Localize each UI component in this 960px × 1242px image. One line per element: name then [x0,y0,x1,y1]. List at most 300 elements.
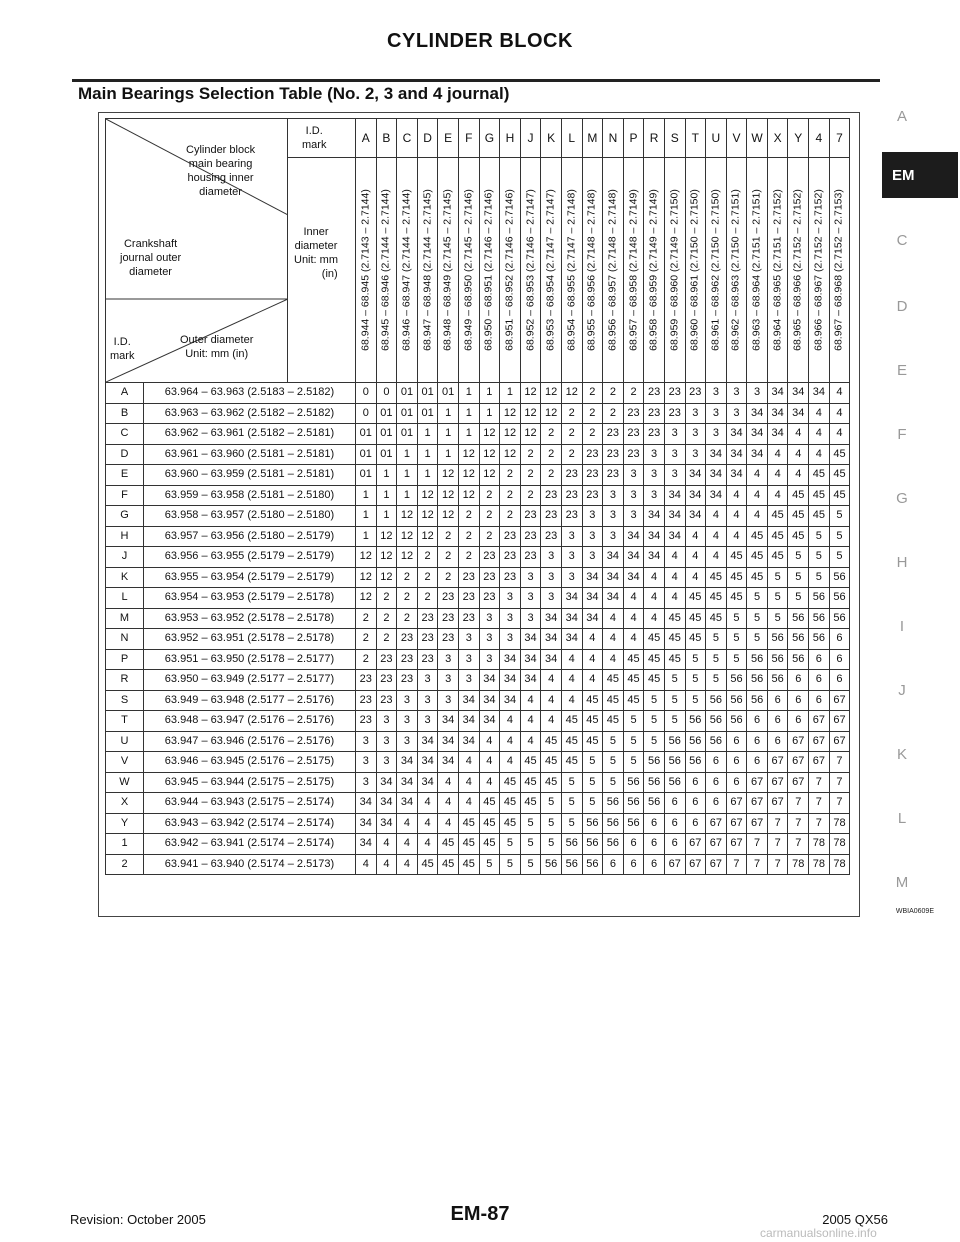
column-mark: R [644,119,664,158]
grade-cell: 23 [438,608,459,629]
grade-cell: 12 [479,424,500,445]
column-header-f [458,119,479,383]
grade-cell: 67 [747,813,768,834]
column-inner-diameter-range: 68.950 – 68.951 (2.7146 – 2.7146) [482,188,495,351]
table-row [106,403,850,424]
grade-cell: 5 [561,772,582,793]
row-outer-diameter-range: 63.943 – 63.942 (2.5174 – 2.5174) [144,813,356,834]
grade-cell: 67 [685,854,706,875]
grade-cell: 23 [541,506,562,527]
column-header-l [561,119,582,383]
grade-cell: 34 [438,711,459,732]
row-outer-diameter-range: 63.961 – 63.960 (2.5181 – 2.5181) [144,444,356,465]
row-outer-diameter-range: 63.964 – 63.963 (2.5183 – 2.5182) [144,383,356,404]
grade-cell: 3 [520,567,541,588]
grade-cell: 78 [829,854,850,875]
row-mark: U [106,731,144,752]
grade-cell: 45 [623,649,644,670]
grade-cell: 3 [520,588,541,609]
grade-cell: 4 [397,813,418,834]
grade-cell: 34 [520,629,541,650]
grade-cell: 6 [788,670,809,691]
grade-cell: 5 [644,731,665,752]
grade-cell: 45 [520,772,541,793]
grade-cell: 4 [685,547,706,568]
grade-cell: 23 [458,588,479,609]
grade-cell: 45 [561,731,582,752]
grade-cell: 34 [582,608,603,629]
col-id-mark-label: I.D. mark [302,125,327,151]
grade-cell: 6 [644,813,665,834]
column-mark: N [603,119,623,158]
grade-cell: 5 [747,588,768,609]
row-outer-diameter-range: 63.947 – 63.946 (2.5176 – 2.5176) [144,731,356,752]
grade-cell: 45 [479,834,500,855]
grade-cell: 2 [397,588,418,609]
grade-cell: 67 [685,834,706,855]
grade-cell: 34 [520,670,541,691]
table-row [106,793,850,814]
grade-cell: 45 [644,670,665,691]
grade-cell: 7 [767,834,788,855]
grade-cell: 3 [664,444,685,465]
grade-cell: 3 [664,424,685,445]
grade-cell: 34 [685,465,706,486]
grade-cell: 34 [644,506,665,527]
grade-cell: 56 [809,629,830,650]
grade-cell: 6 [706,772,727,793]
grade-cell: 5 [829,547,850,568]
grade-cell: 23 [623,444,644,465]
grade-cell: 45 [685,629,706,650]
grade-cell: 12 [520,383,541,404]
grade-cell: 34 [706,465,727,486]
table-row [106,485,850,506]
grade-cell: 3 [417,670,438,691]
grade-cell: 4 [479,752,500,773]
grade-cell: 01 [376,444,397,465]
grade-cell: 5 [829,506,850,527]
row-mark: L [106,588,144,609]
grade-cell: 1 [356,526,377,547]
column-header-j [520,119,541,383]
row-outer-diameter-range: 63.948 – 63.947 (2.5176 – 2.5176) [144,711,356,732]
grade-cell: 1 [438,444,459,465]
grade-cell: 3 [623,485,644,506]
page-header-title: CYLINDER BLOCK [387,30,573,52]
grade-cell: 34 [458,690,479,711]
grade-cell: 6 [747,711,768,732]
grade-cell: 45 [603,670,624,691]
side-index-active-tab: EM [882,152,958,198]
grade-cell: 34 [747,403,768,424]
grade-cell: 3 [520,608,541,629]
grade-cell: 4 [623,629,644,650]
grade-cell: 4 [809,424,830,445]
grade-cell: 34 [417,752,438,773]
grade-cell: 6 [767,690,788,711]
grade-cell: 23 [685,383,706,404]
grade-cell: 5 [664,711,685,732]
grade-cell: 23 [603,424,624,445]
grade-cell: 4 [788,465,809,486]
side-index-letter-g: G [896,490,908,507]
grade-cell: 3 [500,588,521,609]
grade-cell: 23 [520,547,541,568]
column-mark: H [500,119,520,158]
grade-cell: 34 [747,444,768,465]
grade-cell: 4 [747,485,768,506]
grade-cell: 4 [541,690,562,711]
grade-cell: 2 [417,567,438,588]
grade-cell: 5 [582,793,603,814]
grade-cell: 4 [520,690,541,711]
grade-cell: 2 [479,526,500,547]
grade-cell: 45 [726,567,747,588]
grade-cell: 5 [767,567,788,588]
grade-cell: 23 [458,567,479,588]
grade-cell: 12 [376,567,397,588]
corner-cell [106,119,288,383]
grade-cell: 6 [685,772,706,793]
grade-cell: 45 [809,506,830,527]
grade-cell: 12 [397,547,418,568]
grade-cell: 12 [356,588,377,609]
side-index-letter-h: H [896,554,908,571]
grade-cell: 34 [541,649,562,670]
grade-cell: 1 [438,424,459,445]
grade-cell: 3 [706,424,727,445]
grade-cell: 3 [685,444,706,465]
row-mark: Y [106,813,144,834]
grade-cell: 67 [747,793,768,814]
grade-cell: 67 [706,813,727,834]
grade-cell: 34 [726,424,747,445]
grade-cell: 4 [582,649,603,670]
grade-cell: 4 [438,813,459,834]
grade-cell: 1 [417,465,438,486]
grade-cell: 2 [582,403,603,424]
grade-cell: 56 [664,752,685,773]
grade-cell: 4 [788,444,809,465]
column-header-t [685,119,706,383]
column-header-e [438,119,459,383]
grade-cell: 6 [829,629,850,650]
grade-cell: 34 [767,424,788,445]
grade-cell: 5 [541,813,562,834]
grade-cell: 2 [561,403,582,424]
grade-cell: 45 [726,547,747,568]
grade-cell: 4 [767,465,788,486]
row-outer-diameter-range: 63.944 – 63.943 (2.5175 – 2.5174) [144,793,356,814]
row-mark: W [106,772,144,793]
grade-cell: 5 [685,690,706,711]
row-mark: N [106,629,144,650]
grade-cell: 2 [582,383,603,404]
grade-cell: 2 [397,567,418,588]
grade-cell: 5 [623,711,644,732]
grade-cell: 5 [685,649,706,670]
grade-cell: 5 [664,690,685,711]
grade-cell: 3 [541,567,562,588]
figure-id: WBIA0609E [895,908,934,915]
grade-cell: 4 [417,834,438,855]
grade-cell: 4 [726,485,747,506]
grade-cell: 5 [520,813,541,834]
side-index-letter-l: L [897,810,907,827]
grade-cell: 56 [726,670,747,691]
grade-cell: 23 [438,588,459,609]
grade-cell: 6 [664,813,685,834]
row-outer-diameter-range: 63.959 – 63.958 (2.5181 – 2.5180) [144,485,356,506]
table-row [106,670,850,691]
grade-cell: 5 [561,793,582,814]
column-inner-diameter-range: 68.966 – 68.967 (2.7152 – 2.7152) [812,188,825,351]
grade-cell: 45 [500,793,521,814]
grade-cell: 2 [561,424,582,445]
grade-cell: 3 [438,649,459,670]
grade-cell: 3 [479,608,500,629]
grade-cell: 56 [603,834,624,855]
column-header-n [603,119,624,383]
column-inner-diameter-range: 68.948 – 68.949 (2.7145 – 2.7145) [441,188,454,351]
column-inner-diameter-range: 68.959 – 68.960 (2.7149 – 2.7150) [667,188,680,351]
grade-cell: 4 [582,629,603,650]
grade-cell: 1 [397,485,418,506]
grade-cell: 3 [706,383,727,404]
grade-cell: 4 [706,506,727,527]
grade-cell: 5 [706,649,727,670]
grade-cell: 12 [397,506,418,527]
grade-cell: 4 [541,670,562,691]
grade-cell: 4 [582,670,603,691]
grade-cell: 23 [664,383,685,404]
column-header-b [376,119,397,383]
grade-cell: 45 [706,588,727,609]
grade-cell: 23 [417,649,438,670]
grade-cell: 67 [767,752,788,773]
grade-cell: 34 [397,793,418,814]
column-inner-diameter-range: 68.946 – 68.947 (2.7144 – 2.7144) [400,188,413,351]
grade-cell: 45 [438,834,459,855]
grade-cell: 12 [479,444,500,465]
column-mark: Y [788,119,808,158]
grade-cell: 67 [767,793,788,814]
grade-cell: 2 [479,485,500,506]
column-mark: P [624,119,644,158]
grade-cell: 3 [479,629,500,650]
table-row [106,424,850,445]
grade-cell: 1 [458,424,479,445]
grade-cell: 34 [500,649,521,670]
footer-revision: Revision: October 2005 [70,1212,206,1227]
grade-cell: 45 [458,813,479,834]
grade-cell: 7 [809,813,830,834]
grade-cell: 4 [623,608,644,629]
grade-cell: 45 [479,813,500,834]
grade-cell: 3 [417,690,438,711]
grade-cell: 45 [664,649,685,670]
grade-cell: 3 [623,465,644,486]
grade-cell: 56 [561,834,582,855]
column-header-s [664,119,685,383]
grade-cell: 45 [664,629,685,650]
grade-cell: 01 [376,424,397,445]
grade-cell: 34 [685,485,706,506]
grade-cell: 34 [356,813,377,834]
row-outer-diameter-range: 63.942 – 63.941 (2.5174 – 2.5174) [144,834,356,855]
grade-cell: 67 [726,793,747,814]
grade-cell: 34 [582,588,603,609]
grade-cell: 34 [767,403,788,424]
grade-cell: 2 [500,465,521,486]
column-inner-diameter-range: 68.962 – 68.963 (2.7150 – 2.7151) [729,188,742,351]
grade-cell: 45 [500,813,521,834]
column-mark: V [727,119,747,158]
grade-cell: 34 [664,526,685,547]
grade-cell: 01 [417,403,438,424]
grade-cell: 2 [603,383,624,404]
grade-cell: 3 [458,629,479,650]
grade-cell: 2 [479,506,500,527]
grade-cell: 12 [500,444,521,465]
column-header-c [397,119,418,383]
cylinder-block-label: Cylinder block main bearing housing inner diameter [186,144,256,198]
grade-cell: 56 [788,608,809,629]
grade-cell: 4 [417,793,438,814]
grade-cell: 34 [561,588,582,609]
grade-cell: 3 [397,711,418,732]
grade-cell: 34 [500,690,521,711]
grade-cell: 45 [788,485,809,506]
row-mark: F [106,485,144,506]
table-row [106,752,850,773]
grade-cell: 3 [438,670,459,691]
row-outer-diameter-range: 63.960 – 63.959 (2.5181 – 2.5181) [144,465,356,486]
column-inner-diameter-range: 68.957 – 68.958 (2.7148 – 2.7149) [626,188,639,351]
grade-cell: 4 [664,547,685,568]
grade-cell: 12 [541,403,562,424]
grade-cell: 23 [376,690,397,711]
grade-cell: 1 [479,403,500,424]
grade-cell: 4 [706,526,727,547]
grade-cell: 3 [561,567,582,588]
column-header-y [788,119,809,383]
table-row [106,465,850,486]
footer-model: 2005 QX56 [822,1212,888,1227]
grade-cell: 4 [458,793,479,814]
grade-cell: 6 [726,752,747,773]
grade-cell: 23 [623,424,644,445]
grade-cell: 45 [685,608,706,629]
grade-cell: 45 [829,444,850,465]
grade-cell: 12 [417,485,438,506]
grade-cell: 45 [561,752,582,773]
grade-cell: 0 [376,383,397,404]
grade-cell: 5 [541,834,562,855]
grade-cell: 2 [541,465,562,486]
side-index-letter-m: M [895,874,909,891]
grade-cell: 3 [356,752,377,773]
grade-cell: 56 [623,793,644,814]
grade-cell: 12 [500,403,521,424]
column-mark: T [686,119,706,158]
grade-cell: 4 [767,485,788,506]
grade-cell: 7 [829,752,850,773]
grade-cell: 34 [767,383,788,404]
grade-cell: 23 [541,526,562,547]
table-row [106,526,850,547]
grade-cell: 4 [541,711,562,732]
grade-cell: 23 [603,465,624,486]
grade-cell: 56 [829,567,850,588]
column-inner-diameter-range: 68.944 – 68.945 (2.7143 – 2.7144) [359,188,372,351]
inner-diameter-label: Inner diameter Unit: mm (in) [294,226,338,280]
grade-cell: 7 [767,813,788,834]
column-inner-diameter-range: 68.963 – 68.964 (2.7151 – 2.7151) [750,188,763,351]
grade-cell: 3 [685,403,706,424]
grade-cell: 4 [829,424,850,445]
grade-cell: 34 [726,465,747,486]
grade-cell: 4 [685,526,706,547]
grade-cell: 3 [603,506,624,527]
grade-cell: 56 [767,649,788,670]
column-mark: J [521,119,541,158]
column-header-r [644,119,665,383]
column-header-p [623,119,644,383]
grade-cell: 5 [644,711,665,732]
row-mark: R [106,670,144,691]
header-rule [72,79,880,82]
grade-cell: 56 [582,813,603,834]
grade-cell: 6 [747,731,768,752]
grade-cell: 56 [685,731,706,752]
grade-cell: 1 [479,383,500,404]
grade-cell: 3 [706,403,727,424]
grade-cell: 45 [541,731,562,752]
column-header-x [767,119,788,383]
grade-cell: 3 [541,547,562,568]
grade-cell: 3 [438,690,459,711]
row-outer-diameter-range: 63.956 – 63.955 (2.5179 – 2.5179) [144,547,356,568]
grade-cell: 7 [829,793,850,814]
grade-cell: 45 [747,547,768,568]
grade-cell: 56 [685,752,706,773]
grade-cell: 4 [664,588,685,609]
column-mark: 4 [809,119,829,158]
grade-cell: 4 [520,711,541,732]
grade-cell: 2 [417,588,438,609]
row-mark: D [106,444,144,465]
grade-cell: 34 [561,608,582,629]
row-outer-diameter-range: 63.953 – 63.952 (2.5178 – 2.5178) [144,608,356,629]
table-row [106,731,850,752]
column-header-w [747,119,768,383]
grade-cell: 12 [356,567,377,588]
table-row [106,813,850,834]
grade-cell: 56 [726,690,747,711]
column-inner-diameter-range: 68.964 – 68.965 (2.7151 – 2.7152) [770,188,783,351]
grade-cell: 23 [500,526,521,547]
grade-cell: 23 [438,629,459,650]
grade-cell: 01 [356,424,377,445]
grade-cell: 4 [767,444,788,465]
grade-cell: 56 [582,854,603,875]
grade-cell: 2 [376,588,397,609]
grade-cell: 34 [438,731,459,752]
grade-cell: 4 [376,834,397,855]
grade-cell: 23 [417,629,438,650]
